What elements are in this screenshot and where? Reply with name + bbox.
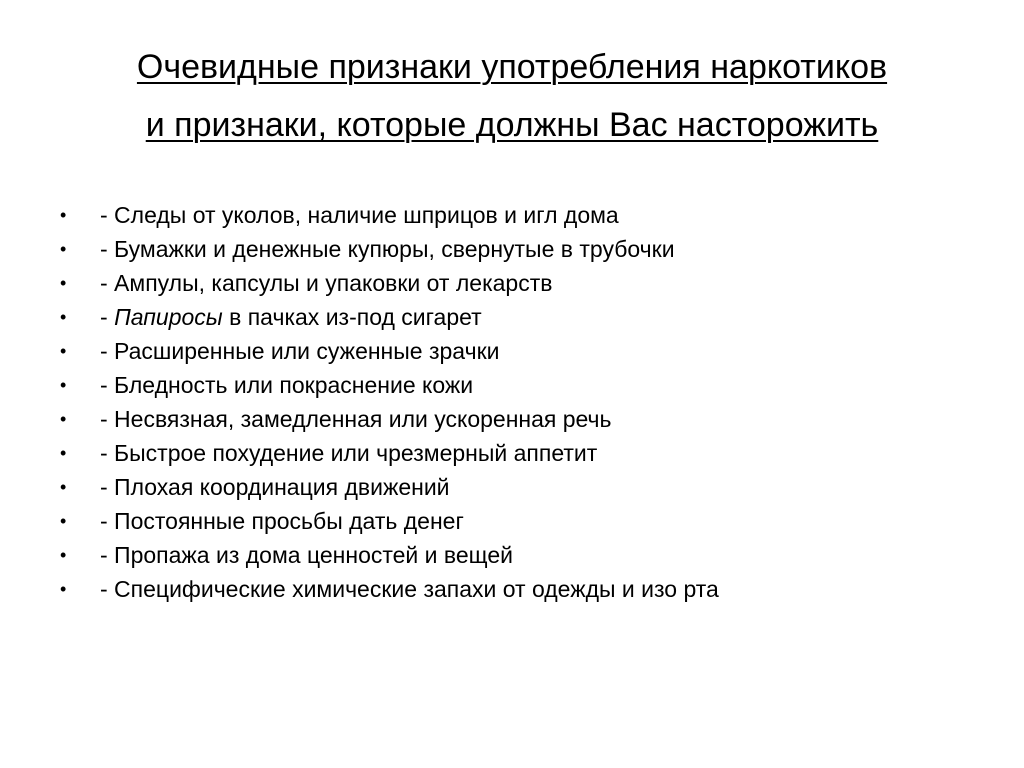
list-item <box>60 572 990 606</box>
list-item <box>60 198 990 232</box>
list-item-text: - Бумажки и денежные купюры, свернутые в трубочки <box>100 236 675 262</box>
list-item <box>60 232 990 266</box>
bullet-icon: • <box>60 239 67 259</box>
list-item <box>60 538 990 572</box>
list-item-text: - Несвязная, замедленная или ускоренная речь <box>100 406 612 432</box>
bullet-icon: • <box>60 205 67 225</box>
title-line-1: Очевидные признаки употребления наркотиков <box>136 48 888 86</box>
list-item <box>60 402 990 436</box>
bullet-icon: • <box>60 273 67 293</box>
list-item-text: - Плохая координация движений <box>100 474 450 500</box>
list-item <box>60 266 990 300</box>
list-item-text: - Ампулы, капсулы и упаковки от лекарств <box>100 270 553 296</box>
list-item-text: - Быстрое похудение или чрезмерный аппетит <box>100 440 598 466</box>
list-item-text: - Постоянные просьбы дать денег <box>100 508 464 534</box>
bullet-icon: • <box>60 579 67 599</box>
list-item <box>60 368 990 402</box>
slide-title <box>0 38 1024 154</box>
list-item-text: - Расширенные или суженные зрачки <box>100 338 500 364</box>
list-item <box>60 300 990 334</box>
list-item <box>60 504 990 538</box>
list-item-text: - Специфические химические запахи от одежды и изо рта <box>100 576 719 602</box>
bullet-icon: • <box>60 341 67 361</box>
list-item-text: - Пропажа из дома ценностей и вещей <box>100 542 513 568</box>
list-item <box>60 334 990 368</box>
list-item-text: - Следы от уколов, наличие шприцов и игл дома <box>100 202 619 228</box>
bullet-icon: • <box>60 409 67 429</box>
bullet-icon: • <box>60 375 67 395</box>
title-line-2: и признаки, которые должны Вас насторожить <box>145 106 879 144</box>
list-item-text: - Папиросы в пачках из-под сигарет <box>100 304 482 330</box>
italic-term: Папиросы <box>114 304 223 330</box>
list-item-text: - Бледность или покраснение кожи <box>100 372 474 398</box>
bullet-icon: • <box>60 477 67 497</box>
list-item <box>60 470 990 504</box>
bullet-icon: • <box>60 545 67 565</box>
bullet-icon: • <box>60 307 67 327</box>
bullet-icon: • <box>60 511 67 531</box>
bullet-list <box>60 198 990 606</box>
bullet-icon: • <box>60 443 67 463</box>
list-item <box>60 436 990 470</box>
